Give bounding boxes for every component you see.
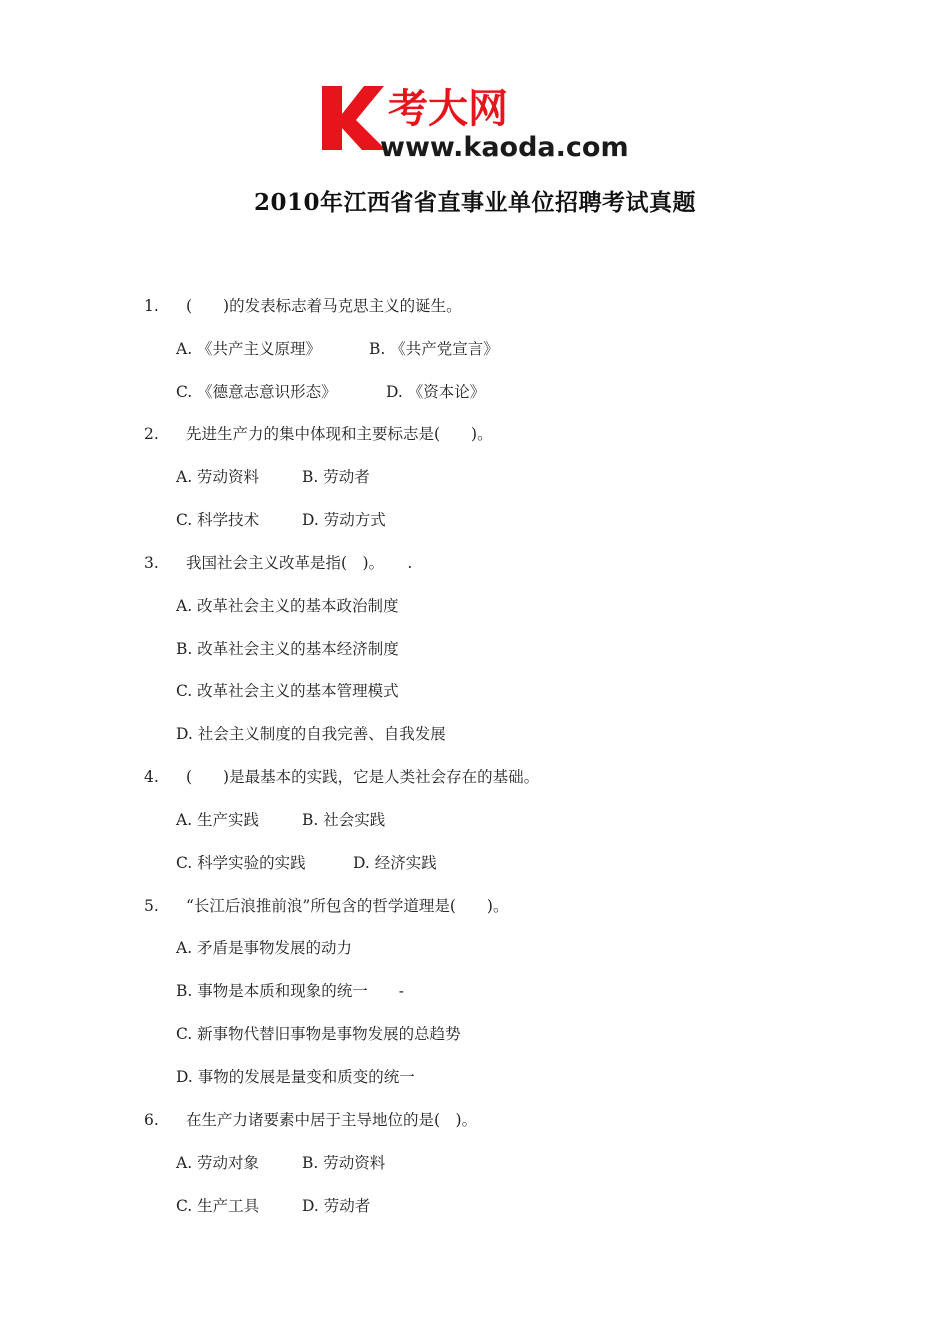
kaoda-logo <box>318 80 638 160</box>
question-text: 在生产力诸要素中居于主导地位的是( )。 <box>186 1111 478 1129</box>
option-a: A. 劳动对象 <box>176 1154 260 1172</box>
option-c: C. 新事物代替旧事物是事物发展的总趋势 <box>176 1025 461 1043</box>
option-a: A. 《共产主义原理》 <box>176 340 322 358</box>
question-text: 我国社会主义改革是指( )。 . <box>186 554 413 572</box>
question-number: 2. <box>144 425 159 443</box>
option-a: A. 劳动资料 <box>176 468 260 486</box>
kaoda-logo-graphic <box>318 80 638 160</box>
option-b: B. 社会实践 <box>302 811 386 829</box>
option-c: C. 科学技术 <box>176 511 260 529</box>
question-text: ( )是最基本的实践，它是人类社会存在的基础。 <box>186 768 540 786</box>
logo-name-text: 考大网 <box>388 86 508 132</box>
question-number: 1. <box>144 297 159 315</box>
option-c: C. 《德意志意识形态》 <box>176 383 337 401</box>
question-number: 4. <box>144 768 159 786</box>
option-d: D. 《资本论》 <box>386 383 486 401</box>
option-d: D. 事物的发展是量变和质变的统一 <box>176 1068 415 1086</box>
option-b: B. 改革社会主义的基本经济制度 <box>176 640 399 658</box>
option-b: B. 劳动者 <box>302 468 370 486</box>
option-d: D. 劳动方式 <box>302 511 386 529</box>
logo-url-text: www.kaoda.com <box>380 132 629 160</box>
question-number: 3. <box>144 554 159 572</box>
option-b: B. 事物是本质和现象的统一 - <box>176 982 404 1000</box>
question-text: ( )的发表标志着马克思主义的诞生。 <box>186 297 462 315</box>
option-a: A. 矛盾是事物发展的动力 <box>176 939 353 957</box>
question-number: 5. <box>144 897 159 915</box>
question-number: 6. <box>144 1111 159 1129</box>
option-c: C. 改革社会主义的基本管理模式 <box>176 682 399 700</box>
question-text: “长江后浪推前浪”所包含的哲学道理是( )。 <box>186 897 509 915</box>
option-c: C. 科学实验的实践 <box>176 854 306 872</box>
option-d: D. 经济实践 <box>353 854 437 872</box>
option-a: A. 生产实践 <box>176 811 260 829</box>
question-text: 先进生产力的集中体现和主要标志是( )。 <box>186 425 493 443</box>
option-d: D. 社会主义制度的自我完善、自我发展 <box>176 725 446 743</box>
option-c: C. 生产工具 <box>176 1197 260 1215</box>
option-b: B. 劳动资料 <box>302 1154 386 1172</box>
logo-k-mark <box>322 86 386 150</box>
option-d: D. 劳动者 <box>302 1197 371 1215</box>
page-title: 2010年江西省省直事业单位招聘考试真题 <box>253 189 696 216</box>
option-a: A. 改革社会主义的基本政治制度 <box>176 597 399 615</box>
option-b: B. 《共产党宣言》 <box>369 340 499 358</box>
